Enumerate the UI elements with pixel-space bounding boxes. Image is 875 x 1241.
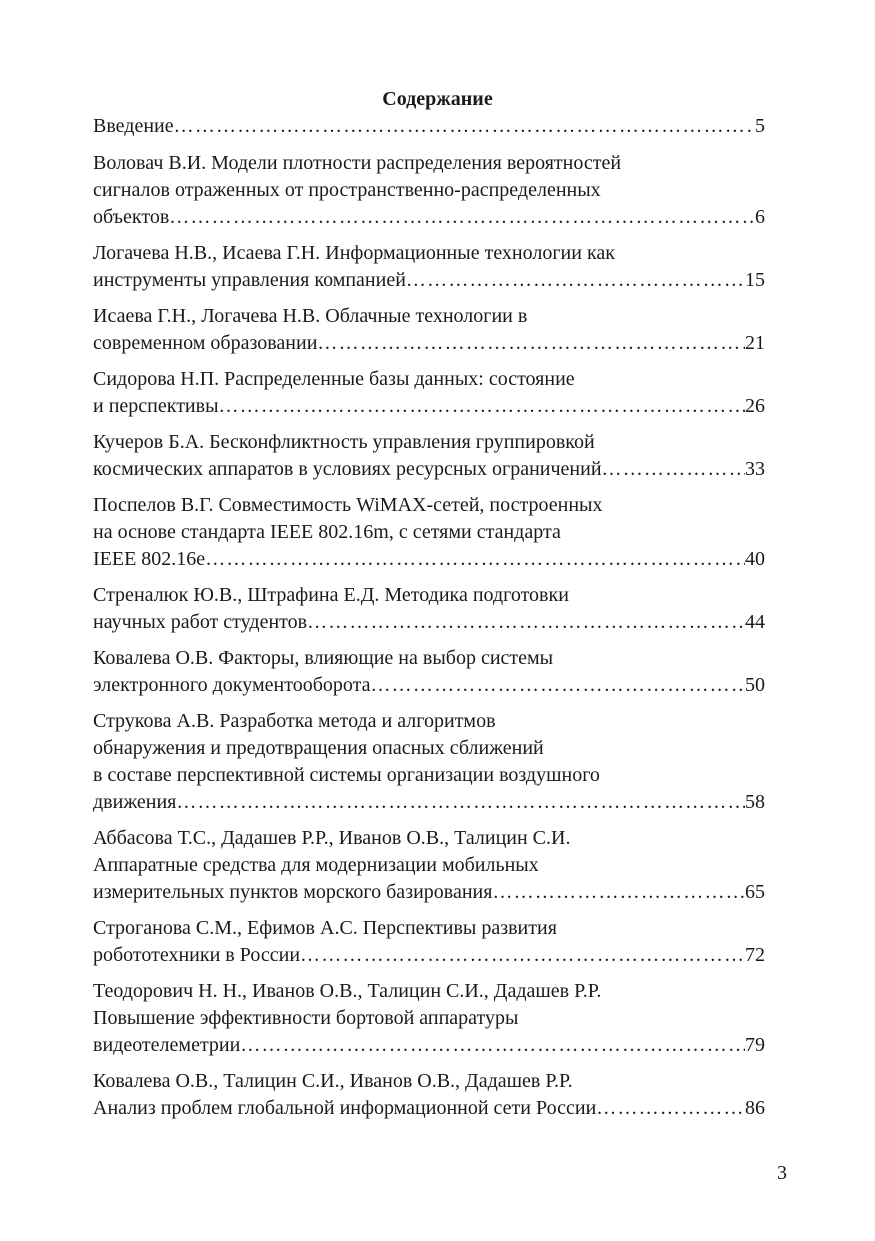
toc-page-number: 79	[745, 1034, 765, 1056]
toc-entry	[93, 645, 765, 699]
toc-entry-line	[93, 113, 765, 140]
toc-page-number: 72	[745, 944, 765, 966]
toc-entry-line	[93, 393, 765, 420]
toc-entry-line: обнаружения и предотвращения опасных сближений	[93, 737, 544, 759]
dot-leader	[596, 1095, 745, 1122]
toc-entry	[93, 708, 765, 816]
toc-page-number: 58	[745, 791, 765, 813]
toc-entry-line: Повышение эффективности бортовой аппаратуры	[93, 1007, 519, 1029]
toc-entry	[93, 825, 765, 906]
toc-entry-text: видеотелеметрии	[93, 1034, 241, 1056]
dot-leader	[406, 267, 745, 294]
toc-entry	[93, 150, 765, 231]
dot-leader	[205, 546, 745, 573]
page-number: 3	[777, 1162, 787, 1184]
toc-entry-line: Аббасова Т.С., Дадашев Р.Р., Иванов О.В., Талицин С.И.	[93, 827, 571, 849]
dot-leader	[169, 204, 755, 231]
toc-entry-text: научных работ студентов	[93, 611, 308, 633]
dot-leader	[174, 113, 755, 140]
toc-entry-line	[93, 546, 765, 573]
toc-entry-text: Введение	[93, 115, 174, 137]
toc-entry-text: объектов	[93, 206, 170, 228]
toc-entry-line: Стреналюк Ю.В., Штрафина Е.Д. Методика подготовки	[93, 584, 569, 606]
toc-entry-line	[93, 672, 765, 699]
toc-page-number: 86	[745, 1097, 765, 1119]
toc-entry-line	[93, 789, 765, 816]
toc-page-number: 44	[745, 611, 765, 633]
toc-entry-line: Воловач В.И. Модели плотности распределения вероятностей	[93, 152, 622, 174]
toc-entry	[93, 113, 765, 140]
toc-entry	[93, 1068, 765, 1122]
toc-entry-text: инструменты управления компанией	[93, 269, 406, 291]
toc-entry-line	[93, 204, 765, 231]
toc-entry	[93, 978, 765, 1059]
toc-entry-line: на основе стандарта IEEE 802.16m, с сетями стандарта	[93, 521, 561, 543]
toc-entry-text: IEEE 802.16e	[93, 548, 206, 570]
dot-leader	[317, 330, 745, 357]
toc-entry-text: электронного документооборота	[93, 674, 371, 696]
toc-page-number: 5	[755, 115, 765, 137]
toc-entry-text: измерительных пунктов морского базирования	[93, 881, 493, 903]
toc-entry-line: Аппаратные средства для модернизации мобильных	[93, 854, 539, 876]
toc-entry-text: и перспективы	[93, 395, 219, 417]
dot-leader	[219, 393, 745, 420]
toc-entry-line	[93, 330, 765, 357]
toc-entry	[93, 240, 765, 294]
dot-leader	[307, 609, 745, 636]
toc-entry-line	[93, 456, 765, 483]
toc-entry-line: в составе перспективной системы организации воздушного	[93, 764, 600, 786]
toc-entry-line: Теодорович Н. Н., Иванов О.В., Талицин С.И., Дадашев Р.Р.	[93, 980, 602, 1002]
dot-leader	[602, 456, 745, 483]
toc-entry	[93, 492, 765, 573]
toc-entry-line: Строганова С.М., Ефимов А.С. Перспективы развития	[93, 917, 557, 939]
toc-page-number: 65	[745, 881, 765, 903]
toc-entry-line	[93, 1032, 765, 1059]
toc-page-number: 21	[745, 332, 765, 354]
toc-title: Содержание	[382, 88, 493, 110]
table-of-contents	[93, 113, 765, 1131]
toc-entry-line	[93, 609, 765, 636]
toc-entry	[93, 303, 765, 357]
toc-page-number: 50	[745, 674, 765, 696]
toc-entry-line: Ковалева О.В. Факторы, влияющие на выбор системы	[93, 647, 554, 669]
toc-entry-line: Ковалева О.В., Талицин С.И., Иванов О.В., Дадашев Р.Р.	[93, 1070, 573, 1092]
toc-entry-line	[93, 942, 765, 969]
toc-page-number: 15	[745, 269, 765, 291]
toc-entry-line: сигналов отраженных от пространственно-распределенных	[93, 179, 601, 201]
toc-entry-text: космических аппаратов в условиях ресурсных ограничений	[93, 458, 602, 480]
toc-entry-text: Анализ проблем глобальной информационной сети России	[93, 1097, 597, 1119]
toc-page-number: 33	[745, 458, 765, 480]
toc-page-number: 6	[755, 206, 765, 228]
toc-page-number: 40	[745, 548, 765, 570]
toc-entry-line: Кучеров Б.А. Бесконфликтность управления группировкой	[93, 431, 595, 453]
dot-leader	[240, 1032, 745, 1059]
toc-entry	[93, 366, 765, 420]
toc-entry-text: современном образовании	[93, 332, 318, 354]
toc-entry	[93, 582, 765, 636]
dot-leader	[370, 672, 745, 699]
toc-entry	[93, 429, 765, 483]
toc-entry-text: робототехники в России	[93, 944, 301, 966]
dot-leader	[176, 789, 745, 816]
toc-entry	[93, 915, 765, 969]
toc-entry-line: Струкова А.В. Разработка метода и алгоритмов	[93, 710, 496, 732]
toc-entry-line	[93, 879, 765, 906]
toc-entry-line	[93, 267, 765, 294]
toc-entry-line: Исаева Г.Н., Логачева Н.В. Облачные технологии в	[93, 305, 528, 327]
toc-entry-line	[93, 1095, 765, 1122]
toc-entry-text: движения	[93, 791, 177, 813]
dot-leader	[492, 879, 745, 906]
toc-entry-line: Логачева Н.В., Исаева Г.Н. Информационные технологии как	[93, 242, 615, 264]
toc-entry-line: Сидорова Н.П. Распределенные базы данных: состояние	[93, 368, 575, 390]
dot-leader	[300, 942, 745, 969]
toc-page-number: 26	[745, 395, 765, 417]
toc-entry-line: Поспелов В.Г. Совместимость WiMAX-сетей, построенных	[93, 494, 603, 516]
